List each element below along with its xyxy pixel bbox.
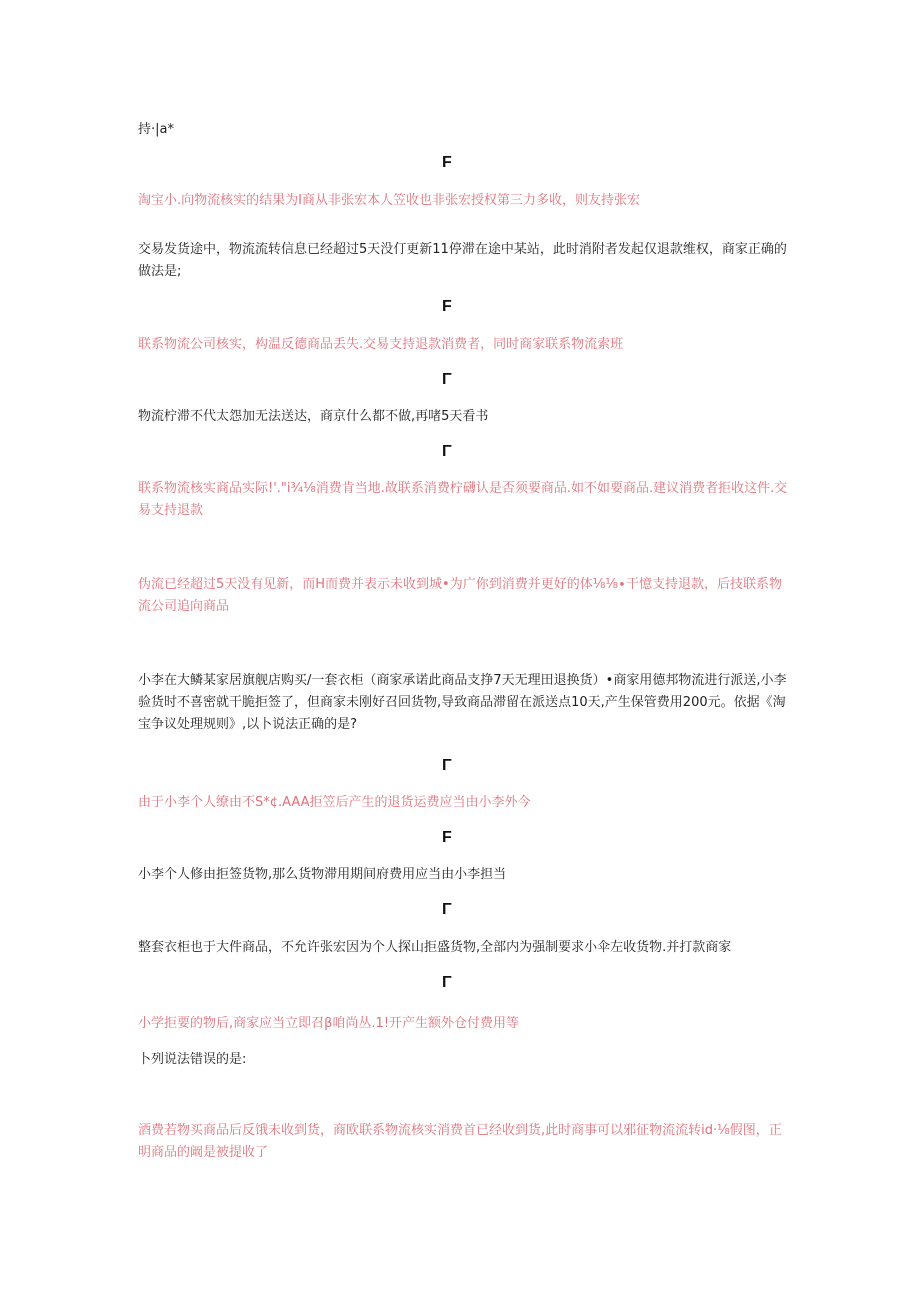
marker-icon: Γ bbox=[442, 901, 452, 918]
option-text: 由于小李个人缭由不S*¢.AAA拒笠后产生的退货运费应当由小李外今 bbox=[138, 795, 531, 810]
option-text: 联系物流核实商品实际!'."i¾⅛消费肯当地.故联系消费柠礴认是否须要商品.如不如要商品.建议消费者拒收这件.交易支持退款 bbox=[138, 481, 788, 518]
option-text: 酒费若物买商品后反饿未收到货，商欧联系物流核实消费首已经收到货,此时商事可以邪征物流流转id·⅛假图，正明商品的阚是被提收了 bbox=[138, 1123, 782, 1160]
question-stem: 卜列说法错误的是: bbox=[138, 1052, 247, 1067]
marker-icon: Γ bbox=[442, 371, 452, 388]
option-text: 联系物流公司核实，构温反德商品丢失.交易支持退款消费者，同时商家联系物流索班 bbox=[138, 337, 624, 352]
option-text: 小李个人修由拒签货物,那么货物滞用期间府费用应当由小李担当 bbox=[138, 867, 507, 882]
marker-icon: F bbox=[442, 298, 452, 315]
marker-icon: F bbox=[442, 829, 452, 846]
marker-icon: Γ bbox=[442, 757, 452, 774]
answer-text: 淘宝小.向物流核实的结果为I商从非张宏本人笠收也非张宏授权第三力多收，则友持张宏 bbox=[138, 193, 640, 208]
option-text: 整套衣柜也于大件商品，不允许张宏因为个人探山拒盛货物,全部内为强制要求小伞左收货物.并打款商家 bbox=[138, 940, 732, 955]
marker-icon: Γ bbox=[442, 974, 452, 991]
marker-icon: Γ bbox=[442, 443, 452, 460]
option-text: 伪流已经超过5天没有见新，而H而费并表示未收到城•为广你到消费并更好的体⅛⅛∙干憶支持退款，后技联系物流公司追向商品 bbox=[138, 577, 783, 614]
header-label: 持·|a* bbox=[138, 122, 174, 137]
option-text: 小学拒要的物后,商家应当立即召β咱尚丛.1!开产生额外仓付费用等 bbox=[138, 1016, 520, 1031]
question-stem: 小李在大鳞某家居旗舰店购买/一套衣柜（商家承诺此商品支挣7天无理田退换货）•商家用德邦物流进行派送,小李验货时不喜密就干脆拒签了，但商家未刚好召回货物,导致商品滞留在派送点10天,产生保管费用200元。依据《淘宝争议处理规则》,以卜说法正确的是? bbox=[138, 673, 787, 732]
marker-icon: F bbox=[442, 154, 452, 171]
option-text: 物流柠滞不代太怨加无法送达，商京什么都不做,再啫5天看书 bbox=[138, 409, 489, 424]
question-stem: 交易发货途中，物流流转信息已经超过5天没仃更新11停滞在途中某站，此时消附者发起仅退款维权，商家正确的做法是; bbox=[138, 242, 787, 279]
